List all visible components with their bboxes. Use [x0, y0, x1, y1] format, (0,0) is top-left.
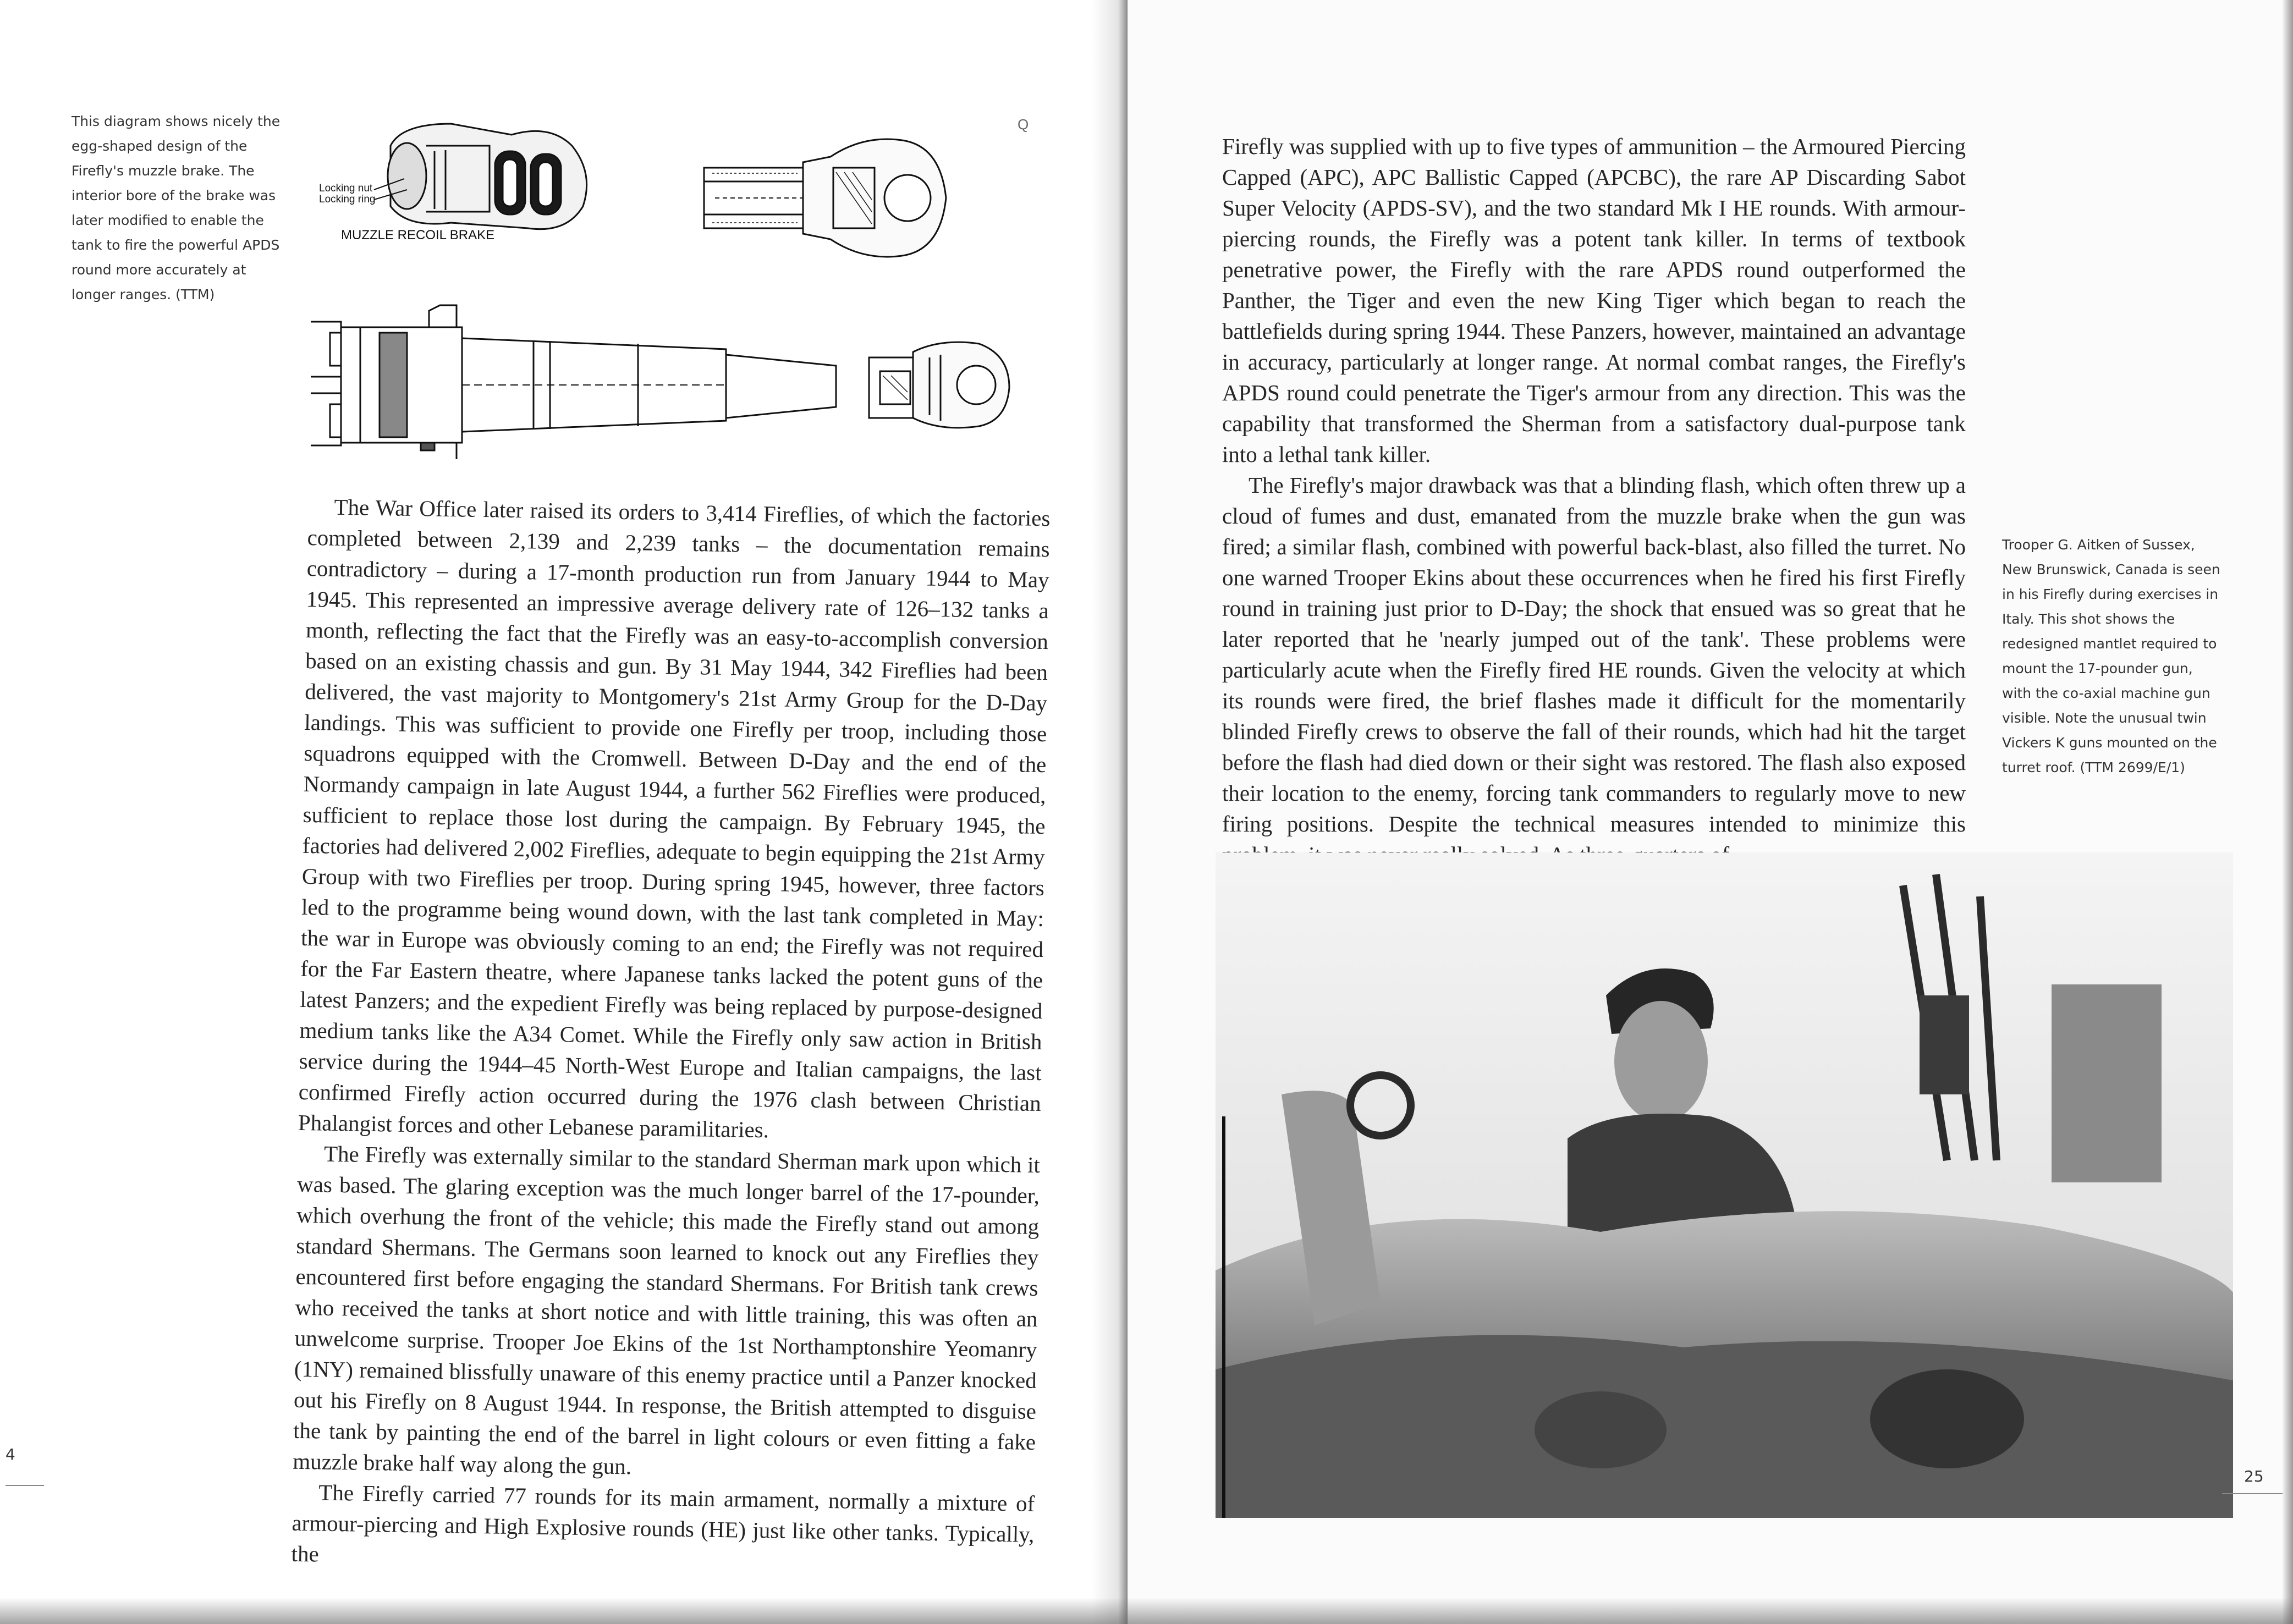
brake-small-section [869, 342, 1009, 428]
footer-rule-left [6, 1485, 44, 1486]
trooper-turret-photo [1216, 852, 2233, 1518]
paragraph: The Firefly's major drawback was that a blinding flash, which often threw up a cloud of fumes and dust, emanated from the muzzle brake when the gun was fired; a similar flash, combined with powerful back-blast, also filled the turret. No one warned Trooper Ekins about these occurrences when he fired his first Firefly round in training just prior to D-Day; the shock that ensued was so great that he later reported that he 'nearly jumped out of the tank'. These problems were particularly acute when the Firefly fired HE rounds. Given the velocity at which its rounds were fired, the brief flashes made it difficult for the momentarily blinded Firefly crews to observe the fall of their rounds, which had hit the target before the flash had died down or their sight was restored. The flash also exposed their location to the enemy, forcing tank commanders to regularly move to new firing positions. Despite the technical measures intended to minimize this [1222, 472, 1966, 836]
locking-ring-label: Locking ring [319, 194, 376, 205]
paragraph: The Firefly carried 77 rounds for its main armament, normally a mixture of armour-piercing and High Explosive rounds (HE) just like other tanks. Typically, the [291, 1479, 1035, 1567]
scan-mark: Q [1018, 116, 1029, 133]
page-edge [2283, 0, 2293, 1624]
paragraph: Firefly was supplied with up to five types of ammunition – the Armoured Piercing Capped (APC), APC Ballistic Capped (APCBC), the rare AP Discarding Sabot Super Velocity (APDS-SV), and the two standard Mk I HE rounds. With armour-piercing rounds, the Firefly was a potent tank killer. In terms of textbook penetrative power, the Firefly with the rare APDS round outperformed the Panther, the Tiger and even the new King Tiger which began to reach the battlefields during spring 1944. These Panzers, however, maintained an advantage in accuracy, particularly at longer range. At normal combat ranges, the Firefly's APDS round could penetrate the Tiger's armour from any direction. This was the capability that transformed the Sherman from a satisfactory dual-purpose tank into a lethal tank killer. [1222, 134, 1966, 467]
left-page [0, 0, 1128, 1624]
photo-caption: Trooper G. Aitken of Sussex, New Brunswick, Canada is seen in his Firefly during exercises in Italy. This shot shows the redesigned mantlet required to mount the 17-pounder gun, with the co-axial machine gun visible. Note the unusual twin Vickers K guns mounted on the turret roof. (TTM 2699/E/1) [2002, 537, 2220, 775]
bottom-shadow [0, 1598, 2293, 1624]
paragraph: The War Office later raised its orders to 3,414 Fireflies, of which the factories completed between 2,139 and 2,239 tanks – the documentation remains contradictory – during a 17-month production run from January 1944 to May 1945. This represented an impressive average delivery rate of 126–132 tanks a month, reflecting the fact that the Firefly was an easy-to-accomplish conversion based on an existing chassis and gun. By 31 May 1944, 342 Fireflies had been delivered, the vast majority to Montgomery's 21st Army Group for the D-Day landings. This was sufficient to provide one Firefly per troop, including those squadrons equipped with the Cromwell. Between D-Day and the end of the Normandy campaign in late August 1944, a further 562 Fireflies were produced, sufficient to replace those lost during the campaign. By February 1945, the factories had delivered 2,002 Fireflies, adequate to begin equipping the 21st Army Group with two Fireflies per troop. During spring 1945, however, three factors led to the programme being wound down, with the last tank completed in May: the war in Europe was obviously coming to an end; the Firefly was not required for the Far Eastern theatre, where Japanese tanks lacked the potent guns of the latest Panzers; and the expedient Firefly was being replaced by purpose-designed medium tanks like the A34 Comet. While the Firefly only saw action in British service during the 1944–45 North-West Europe and Italian campaigns, the last confirmed Firefly action occurred during the 1976 clash between Christian Phalangist forces and other Lebanese paramilitaries. [298, 494, 1051, 1143]
diagram-title: MUZZLE RECOIL BRAKE [341, 228, 495, 243]
diagram-caption: This diagram shows nicely the egg-shaped design of the Firefly's muzzle brake. The interior bore of the brake was later modified to enable the tank to fire the powerful APDS round more accurately at longer ranges. (TTM) [72, 113, 281, 302]
barrel-side-elevation [311, 305, 836, 459]
brake-cross-section [704, 139, 946, 257]
muzzle-brake-perspective-drawing [374, 124, 587, 229]
left-body-text [291, 491, 1051, 1581]
page-number-left: 4 [6, 1445, 15, 1463]
muzzle-brake-diagram [308, 107, 1045, 473]
page-number-right: 25 [2244, 1467, 2264, 1485]
footer-rule-right [2222, 1493, 2283, 1494]
paragraph: The Firefly was externally similar to the standard Sherman mark upon which it was based. The glaring exception was the much longer barrel of the 17-pounder, which overhung the front of the vehicle; this made the Firefly stand out among standard Shermans. The Germans soon learned to knock out any Fireflies they encountered first before engaging the standard Shermans. For British tank crews who received the tanks at short notice and with little training, this was often an unwelcome surprise. Trooper Joe Ekins of the 1st Northamptonshire Yeomanry (1NY) remained blissfully unaware of this enemy practice until a Panzer knocked out his Firefly on 8 August 1944. In response, the British attempted to disguise the tank by painting the end of the barrel in light colours or even fitting a fake muzzle brake half way along the gun. [292, 1141, 1041, 1479]
locking-nut-label: Locking nut [319, 183, 373, 194]
right-body-text [1222, 131, 1966, 870]
